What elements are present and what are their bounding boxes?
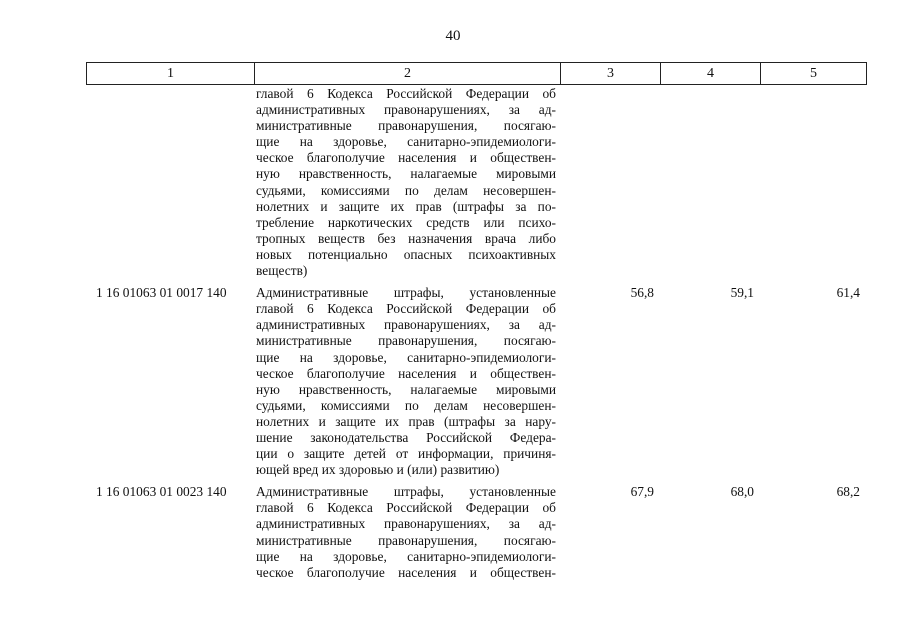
row-description [254, 484, 560, 581]
table-row [86, 86, 866, 279]
column-header-3: 3 [561, 63, 661, 85]
budget-code [86, 86, 254, 279]
value-col-3: 56,8 [630, 285, 654, 301]
description-line: шение законодательства Российской Федера- [256, 429, 556, 445]
page-number: 40 [445, 28, 461, 44]
description-line: веществ) [256, 263, 308, 279]
value-col-5: 61,4 [836, 285, 860, 301]
description-line: нолетних и защите их прав (штрафы за по- [256, 198, 556, 214]
budget-code: 1 16 01063 01 0023 140 [96, 484, 227, 500]
row-description [254, 86, 560, 279]
budget-code: 1 16 01063 01 0017 140 [96, 285, 227, 301]
value-col-4: 68,0 [730, 484, 754, 500]
value-col-5: 68,2 [836, 484, 860, 500]
value-col-4: 59,1 [730, 285, 754, 301]
value-col-3: 67,9 [630, 484, 654, 500]
value-col-5 [760, 86, 866, 279]
table-row [86, 285, 866, 478]
column-header-row [87, 63, 867, 85]
description-line: ческое благополучие населения и обществен- [256, 365, 556, 381]
column-header-2: 2 [255, 63, 561, 85]
table-row [86, 484, 866, 581]
description-line: министративные правонарушения, посягаю- [256, 118, 556, 134]
table-body [86, 86, 866, 581]
column-header-table [86, 62, 867, 85]
description-line: судьями, комиссиями по делам несовершен- [256, 397, 556, 413]
description-line: судьями, комиссиями по делам несовершен- [256, 182, 556, 198]
description-line: новых потенциально опасных психоактивных [256, 246, 556, 262]
description-line: ную нравственность, налагаемые мировыми [256, 381, 556, 397]
row-description [254, 285, 560, 478]
column-header-1: 1 [87, 63, 255, 85]
value-col-4 [660, 86, 760, 279]
description-line: ческое благополучие населения и обществен- [256, 150, 556, 166]
value-col-3 [560, 86, 660, 279]
description-line: административных правонарушениях, за ад- [256, 102, 556, 118]
description-line: нолетних и защите их прав (штрафы за нару- [256, 413, 556, 429]
description-line: главой 6 Кодекса Российской Федерации об [256, 301, 556, 317]
description-line: ную нравственность, налагаемые мировыми [256, 166, 556, 182]
description-line: административных правонарушениях, за ад- [256, 516, 556, 532]
description-line: щие на здоровье, санитарно-эпидемиологи- [256, 548, 556, 564]
column-header-5: 5 [761, 63, 867, 85]
description-line: тропных веществ без назначения врача либо [256, 230, 556, 246]
description-line: щие на здоровье, санитарно-эпидемиологи- [256, 349, 556, 365]
description-line: министративные правонарушения, посягаю- [256, 333, 556, 349]
description-line: Административные штрафы, установленные [256, 285, 556, 301]
description-line: министративные правонарушения, посягаю- [256, 532, 556, 548]
description-line: ции о защите детей от информации, причиня- [256, 446, 556, 462]
column-header-4: 4 [661, 63, 761, 85]
description-line: требление наркотических средств или психо- [256, 214, 556, 230]
description-line: щие на здоровье, санитарно-эпидемиологи- [256, 134, 556, 150]
description-line: Административные штрафы, установленные [256, 484, 556, 500]
description-line: ющей вред их здоровью и (или) развитию) [256, 462, 500, 478]
description-line: главой 6 Кодекса Российской Федерации об [256, 500, 556, 516]
description-line: главой 6 Кодекса Российской Федерации об [256, 86, 556, 101]
description-line: административных правонарушениях, за ад- [256, 317, 556, 333]
description-line: ческое благополучие населения и обществен- [256, 564, 556, 580]
